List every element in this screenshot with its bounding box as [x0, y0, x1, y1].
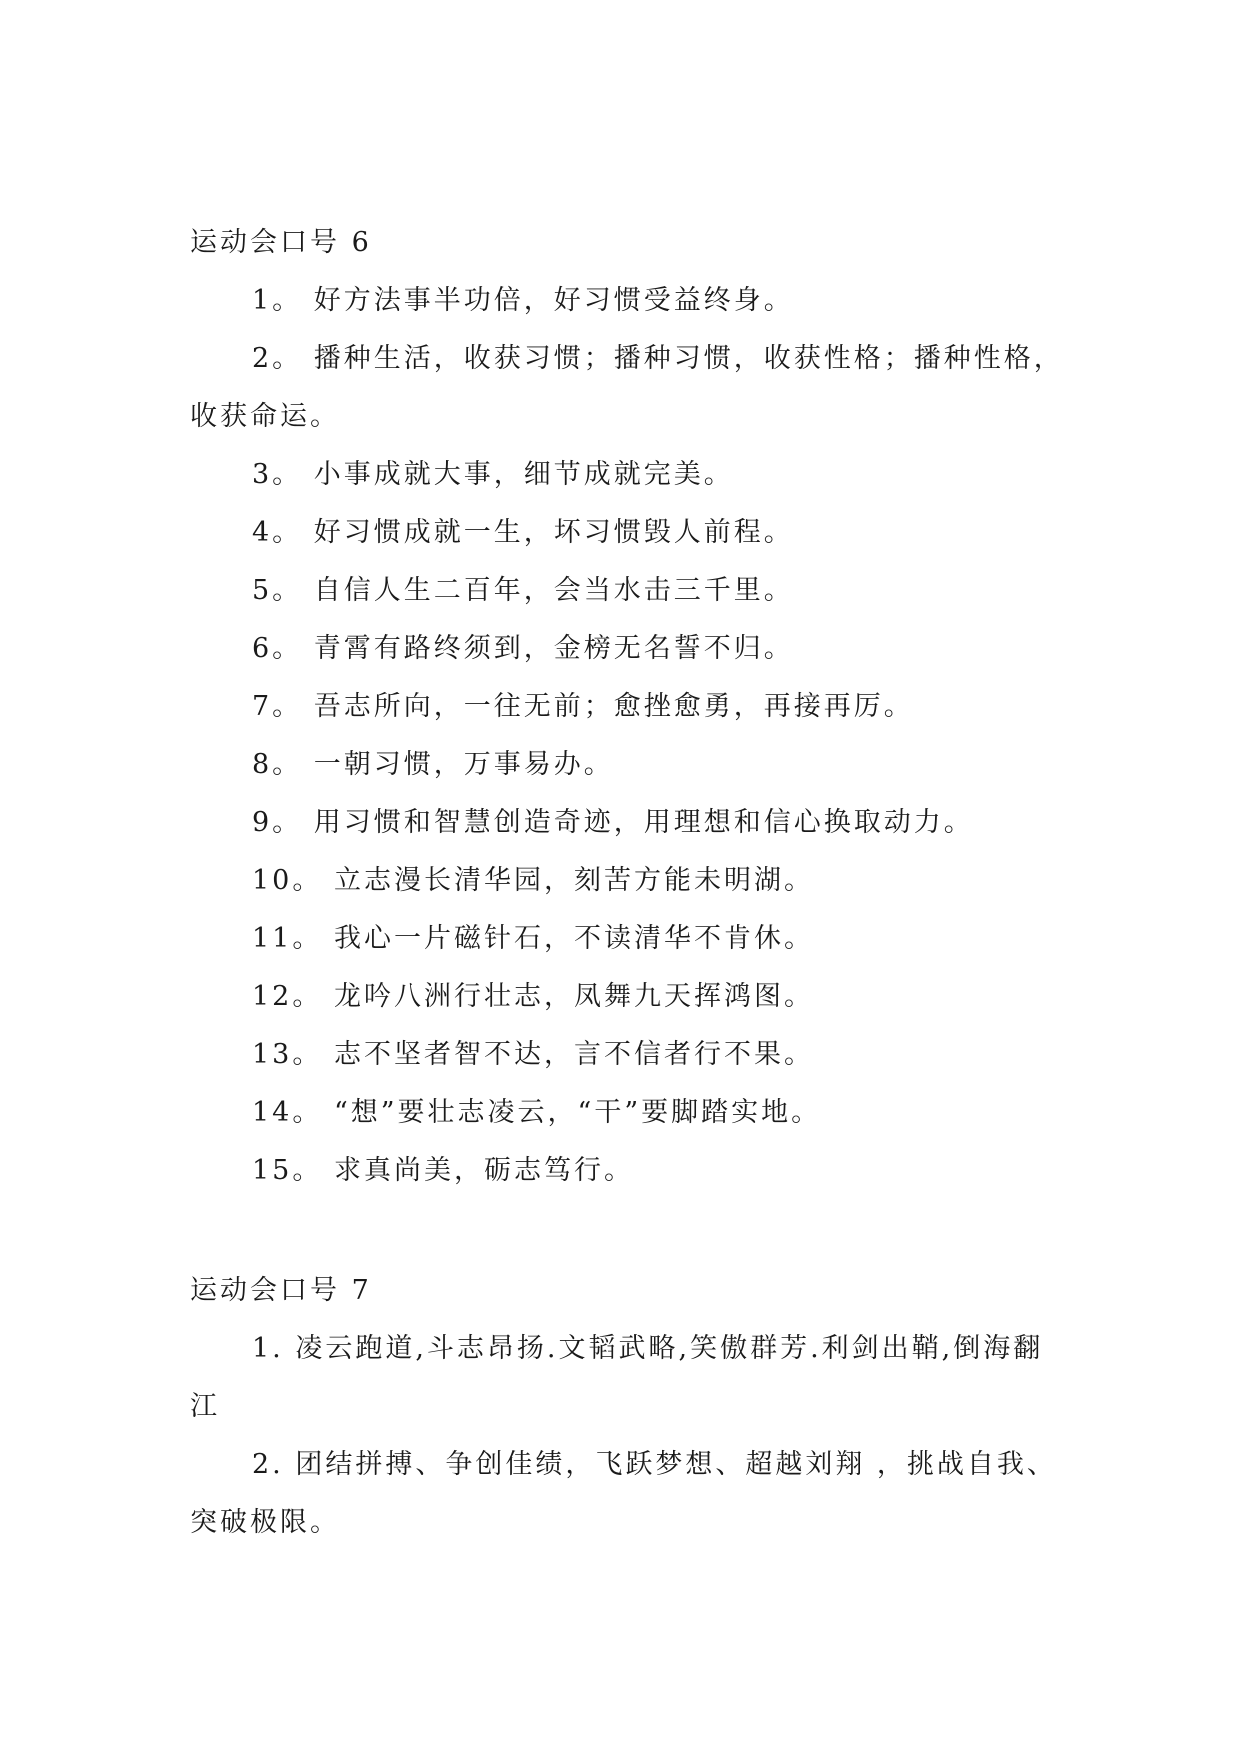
- list-item: 10。 立志漫长清华园，刻苦方能未明湖。: [252, 865, 814, 896]
- list-item: 14。 “想”要壮志凌云，“干”要脚踏实地。: [252, 1097, 822, 1128]
- slogan-section-6: [190, 214, 1070, 1200]
- list-item: 11。 我心一片磁针石，不读清华不肯休。: [252, 923, 814, 954]
- list-item: 6。 青霄有路终须到，金榜无名誓不归。: [252, 633, 794, 664]
- section-title: 运动会口号 7: [190, 1275, 372, 1306]
- list-item: 5。 自信人生二百年，会当水击三千里。: [252, 575, 794, 606]
- list-item: 13。 志不坚者智不达，言不信者行不果。: [252, 1039, 814, 1070]
- list-item: 8。 一朝习惯，万事易办。: [252, 749, 614, 780]
- list-item: 1。 好方法事半功倍，好习惯受益终身。: [252, 285, 794, 316]
- list-item: 2. 团结拼搏、争创佳绩，飞跃梦想、超越刘翔 ，挑战自我、突破极限。: [190, 1449, 1057, 1538]
- list-item: 9。 用习惯和智慧创造奇迹，用理想和信心换取动力。: [252, 807, 974, 838]
- list-item: 15。 求真尚美，砺志笃行。: [252, 1155, 634, 1186]
- section-title: 运动会口号 6: [190, 227, 372, 258]
- list-item: 12。 龙吟八洲行壮志，凤舞九天挥鸿图。: [252, 981, 814, 1012]
- slogan-section-7: [190, 1262, 1070, 1552]
- list-item: 1. 凌云跑道,斗志昂扬.文韬武略,笑傲群芳.利剑出鞘,倒海翻江: [190, 1333, 1044, 1422]
- list-item: 3。 小事成就大事，细节成就完美。: [252, 459, 734, 490]
- list-item: 7。 吾志所向，一往无前；愈挫愈勇，再接再厉。: [252, 691, 914, 722]
- list-item: 4。 好习惯成就一生，坏习惯毁人前程。: [252, 517, 794, 548]
- list-item: 2。 播种生活，收获习惯；播种习惯，收获性格；播种性格，收获命运。: [190, 343, 1064, 432]
